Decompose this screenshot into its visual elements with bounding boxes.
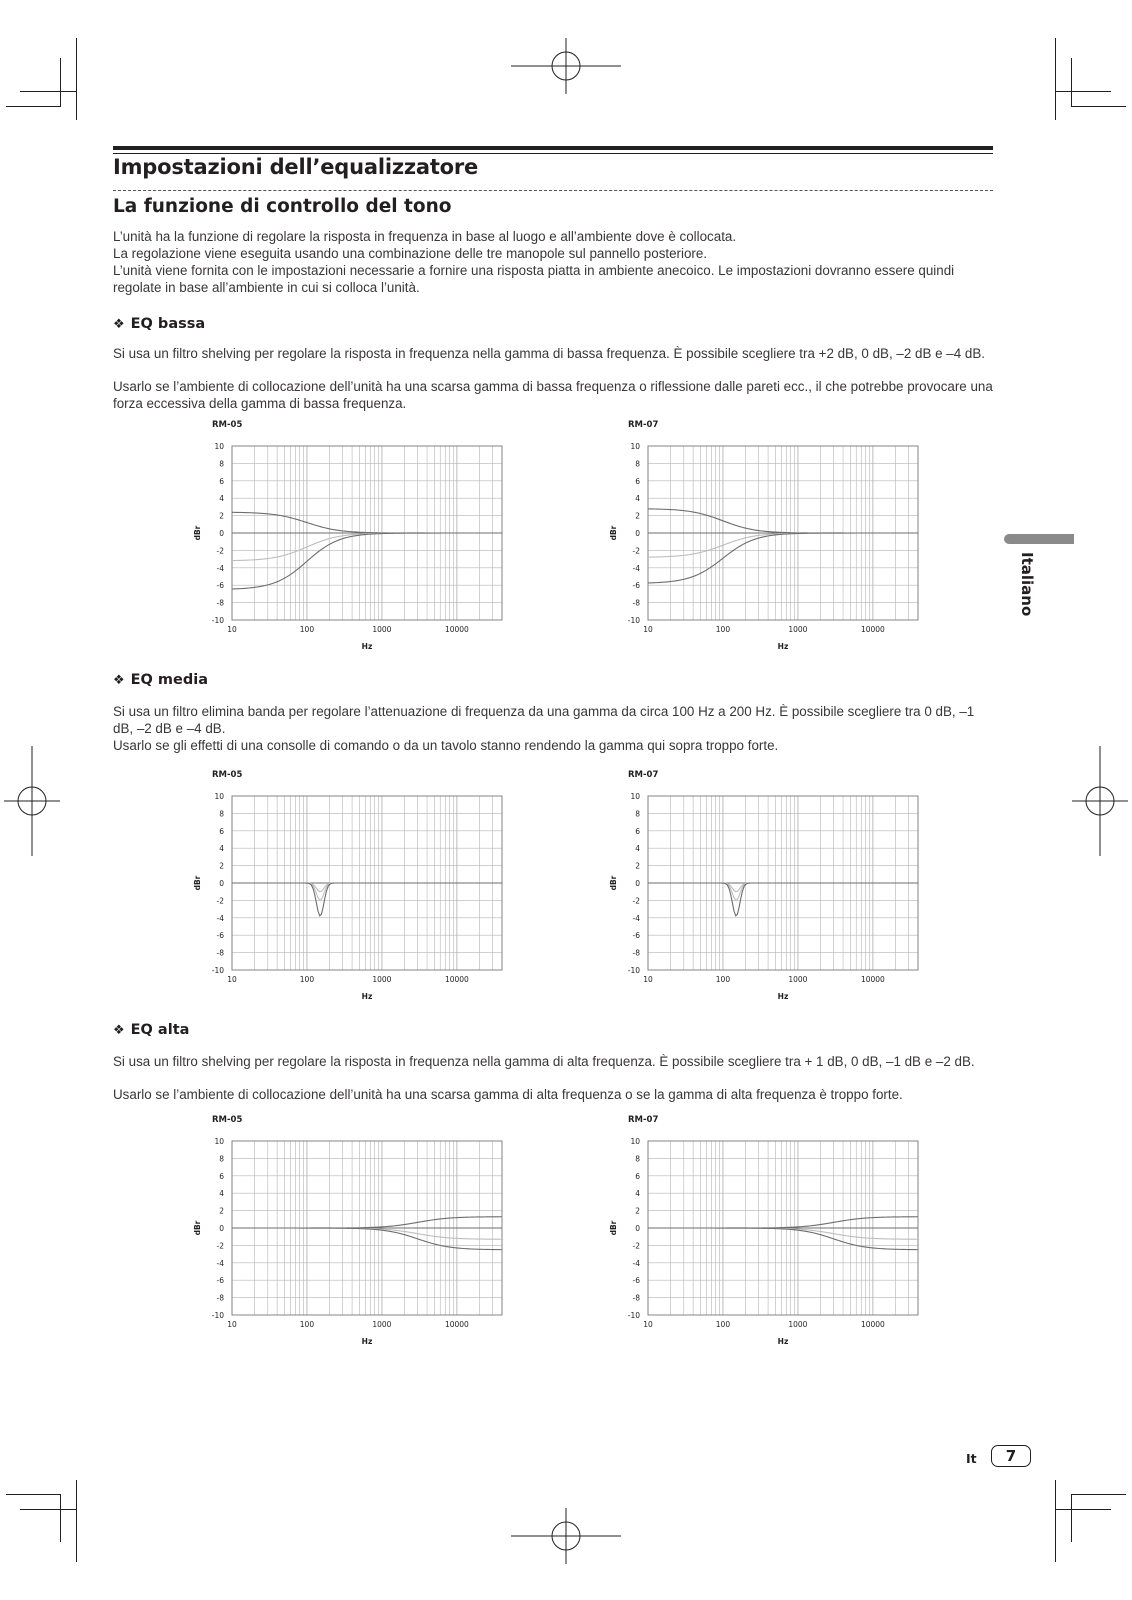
- eq-response-curve: [232, 1228, 502, 1239]
- heading-eq-media-label: EQ media: [130, 672, 209, 688]
- diamond-bullet-icon: ❖: [113, 317, 125, 332]
- eq-media-paragraph-2: Usarlo se gli effetti di una consolle di comando o da un tavolo stanno rendendo la gamma qui sopra troppo forte.: [113, 738, 779, 753]
- x-axis-label: Hz: [361, 642, 373, 651]
- x-tick-label: 10000: [444, 975, 469, 984]
- y-tick-label: 2: [635, 861, 640, 871]
- y-tick-label: 8: [219, 459, 224, 469]
- eq-response-curve: [648, 883, 918, 892]
- heading-eq-media: [113, 672, 208, 688]
- crop-mark: [20, 1509, 76, 1510]
- y-tick-label: 8: [635, 809, 640, 819]
- y-tick-label: -8: [632, 598, 640, 608]
- y-tick-label: 4: [219, 844, 224, 854]
- chart-title: RM-07: [628, 420, 659, 430]
- y-tick-label: 0: [219, 879, 224, 888]
- y-tick-label: -6: [632, 931, 640, 941]
- crop-mark: [20, 91, 76, 92]
- x-tick-label: 10: [643, 975, 653, 984]
- chart-eq-media-rm-07: [604, 768, 924, 1008]
- y-axis-label: dBr: [193, 525, 202, 541]
- y-tick-label: -2: [216, 896, 224, 906]
- x-axis-label: Hz: [777, 992, 789, 1001]
- x-tick-label: 10000: [860, 975, 885, 984]
- x-tick-label: 1000: [788, 975, 808, 984]
- y-tick-label: 6: [219, 1171, 224, 1181]
- eq-chart-svg: [604, 418, 924, 658]
- eq-response-curve: [648, 883, 918, 900]
- chart-title: RM-05: [212, 420, 243, 430]
- eq-chart-svg: [188, 418, 508, 658]
- y-tick-label: -6: [632, 1276, 640, 1286]
- x-axis-label: Hz: [361, 992, 373, 1001]
- eq-bassa-paragraph-1: Si usa un filtro shelving per regolare la risposta in frequenza nella gamma di bassa frequenza. È possibile scegliere tra +2 dB, 0 dB, –2 dB e –4 dB.: [113, 346, 986, 361]
- y-tick-label: 10: [214, 792, 224, 801]
- y-tick-label: -6: [632, 581, 640, 591]
- y-tick-label: 0: [219, 1224, 224, 1233]
- x-tick-label: 1000: [372, 975, 392, 984]
- eq-response-curve: [232, 533, 502, 589]
- x-tick-label: 1000: [372, 625, 392, 634]
- page-number: 7: [991, 1445, 1031, 1467]
- eq-chart-svg: [604, 1113, 924, 1353]
- eq-response-curve: [232, 533, 502, 561]
- y-tick-label: 6: [635, 826, 640, 836]
- y-tick-label: -4: [632, 1258, 640, 1268]
- y-tick-label: 2: [219, 861, 224, 871]
- y-tick-label: 10: [630, 442, 640, 451]
- intro-line-3: L’unità viene fornita con le impostazioni necessarie a fornire una risposta piatta in ambiente anecoico. Le impostazioni dovranno essere quindi regolate in base all’ambiente in cui si colloca l’unità.: [113, 263, 955, 295]
- chart-eq-alta-rm-05: [188, 1113, 508, 1353]
- registration-mark: [1072, 746, 1128, 856]
- registration-mark: [511, 38, 621, 94]
- y-tick-label: 2: [219, 511, 224, 521]
- x-tick-label: 10: [227, 1320, 237, 1329]
- y-tick-label: -4: [632, 563, 640, 573]
- y-tick-label: -8: [216, 1293, 224, 1303]
- y-tick-label: 10: [630, 1137, 640, 1146]
- x-tick-label: 100: [299, 625, 315, 634]
- y-tick-label: 10: [214, 442, 224, 451]
- chart-eq-bassa-rm-07: [604, 418, 924, 658]
- y-tick-label: 10: [630, 792, 640, 801]
- y-axis-label: dBr: [609, 875, 618, 891]
- crop-mark: [1055, 1480, 1056, 1562]
- registration-mark: [4, 746, 60, 856]
- x-tick-label: 10: [227, 625, 237, 634]
- y-tick-label: 6: [219, 476, 224, 486]
- eq-alta-paragraph-2: Usarlo se l’ambiente di collocazione dell’unità ha una scarsa gamma di alta frequenza o se la gamma di alta frequenza è troppo forte.: [113, 1087, 903, 1102]
- y-tick-label: -10: [211, 616, 224, 625]
- crop-mark: [76, 1480, 77, 1562]
- header-rule: [113, 153, 993, 154]
- eq-alta-paragraph-1: Si usa un filtro shelving per regolare la risposta in frequenza nella gamma di alta frequenza. È possibile scegliere tra + 1 dB, 0 dB, –1 dB e –2 dB.: [113, 1054, 975, 1069]
- eq-response-curve: [232, 883, 502, 892]
- x-tick-label: 10: [227, 975, 237, 984]
- crop-mark: [60, 58, 61, 106]
- eq-chart-svg: [604, 768, 924, 1008]
- y-tick-label: -10: [211, 966, 224, 975]
- eq-response-curve: [232, 883, 502, 916]
- chart-title: RM-07: [628, 1115, 659, 1125]
- footer-language-code: It: [966, 1451, 977, 1466]
- chart-eq-media-rm-05: [188, 768, 508, 1008]
- x-tick-label: 100: [715, 975, 731, 984]
- y-tick-label: 2: [219, 1206, 224, 1216]
- y-tick-label: -2: [632, 546, 640, 556]
- crop-mark: [1071, 58, 1072, 106]
- crop-mark: [1055, 38, 1056, 120]
- y-tick-label: -2: [632, 1241, 640, 1251]
- y-tick-label: -8: [632, 1293, 640, 1303]
- x-tick-label: 100: [715, 625, 731, 634]
- crop-mark: [1071, 1494, 1126, 1495]
- y-tick-label: -8: [632, 948, 640, 958]
- y-tick-label: -4: [632, 913, 640, 923]
- y-tick-label: 8: [219, 809, 224, 819]
- y-tick-label: 8: [635, 1154, 640, 1164]
- y-tick-label: -2: [216, 546, 224, 556]
- x-axis-label: Hz: [777, 1337, 789, 1346]
- heading-eq-alta-label: EQ alta: [130, 1022, 190, 1038]
- y-tick-label: -6: [216, 931, 224, 941]
- section-title: La funzione di controllo del tono: [113, 196, 452, 217]
- chart-eq-bassa-rm-05: [188, 418, 508, 658]
- x-tick-label: 1000: [788, 625, 808, 634]
- eq-response-curve: [648, 533, 918, 583]
- x-tick-label: 10000: [444, 625, 469, 634]
- y-tick-label: -10: [627, 616, 640, 625]
- y-tick-label: -4: [216, 913, 224, 923]
- eq-media-paragraph-1: Si usa un filtro elimina banda per regolare l’attenuazione di frequenza da una gamma da circa 100 Hz a 200 Hz. È possibile scegliere tra 0 dB, –1 dB, –2 dB e –4 dB.: [113, 704, 975, 736]
- eq-chart-svg: [188, 768, 508, 1008]
- y-tick-label: 2: [635, 511, 640, 521]
- x-axis-label: Hz: [361, 1337, 373, 1346]
- y-tick-label: 0: [635, 879, 640, 888]
- y-tick-label: -10: [627, 1311, 640, 1320]
- x-tick-label: 100: [299, 975, 315, 984]
- dashed-divider: [113, 190, 993, 191]
- x-tick-label: 10: [643, 625, 653, 634]
- crop-mark: [6, 1494, 61, 1495]
- eq-response-curve: [648, 509, 918, 533]
- y-tick-label: 4: [219, 494, 224, 504]
- x-tick-label: 100: [299, 1320, 315, 1329]
- y-axis-label: dBr: [193, 875, 202, 891]
- chart-title: RM-05: [212, 1115, 243, 1125]
- x-axis-label: Hz: [777, 642, 789, 651]
- x-tick-label: 10000: [860, 625, 885, 634]
- crop-mark: [76, 38, 77, 120]
- language-tab-marker: [1004, 534, 1074, 544]
- y-tick-label: 4: [635, 844, 640, 854]
- heading-eq-bassa: [113, 316, 205, 332]
- eq-response-curve: [648, 533, 918, 557]
- y-tick-label: 0: [219, 529, 224, 538]
- crop-mark: [1071, 106, 1126, 107]
- y-tick-label: 6: [219, 826, 224, 836]
- crop-mark: [1055, 1509, 1111, 1510]
- intro-line-2: La regolazione viene eseguita usando una combinazione delle tre manopole sul pannello posteriore.: [113, 246, 708, 261]
- header-rule: [113, 146, 993, 150]
- crop-mark: [1055, 91, 1111, 92]
- chart-title: RM-07: [628, 770, 659, 780]
- diamond-bullet-icon: ❖: [113, 1023, 125, 1038]
- x-tick-label: 100: [715, 1320, 731, 1329]
- y-tick-label: 4: [635, 1189, 640, 1199]
- y-tick-label: 6: [635, 476, 640, 486]
- x-tick-label: 10000: [860, 1320, 885, 1329]
- y-tick-label: -10: [211, 1311, 224, 1320]
- y-tick-label: -4: [216, 563, 224, 573]
- y-axis-label: dBr: [193, 1220, 202, 1236]
- y-tick-label: -10: [627, 966, 640, 975]
- heading-eq-bassa-label: EQ bassa: [130, 316, 206, 332]
- y-tick-label: 0: [635, 1224, 640, 1233]
- chart-eq-alta-rm-07: [604, 1113, 924, 1353]
- eq-response-curve: [648, 1228, 918, 1239]
- y-tick-label: 6: [635, 1171, 640, 1181]
- registration-mark: [511, 1508, 621, 1564]
- y-tick-label: 8: [219, 1154, 224, 1164]
- y-tick-label: 8: [635, 459, 640, 469]
- page-title: Impostazioni dell’equalizzatore: [113, 155, 479, 179]
- y-tick-label: 4: [219, 1189, 224, 1199]
- diamond-bullet-icon: ❖: [113, 673, 125, 688]
- y-tick-label: -2: [632, 896, 640, 906]
- x-tick-label: 10: [643, 1320, 653, 1329]
- eq-response-curve: [648, 1217, 918, 1228]
- crop-mark: [1071, 1494, 1072, 1542]
- y-axis-label: dBr: [609, 525, 618, 541]
- y-tick-label: -6: [216, 581, 224, 591]
- y-tick-label: -2: [216, 1241, 224, 1251]
- language-tab-label: Italiano: [1018, 552, 1036, 617]
- y-tick-label: -4: [216, 1258, 224, 1268]
- eq-response-curve: [232, 883, 502, 900]
- eq-bassa-paragraph-2: Usarlo se l’ambiente di collocazione dell’unità ha una scarsa gamma di bassa frequenza o riflessione dalle pareti ecc., il che potrebbe provocare una forza eccessiva della gamma di bassa frequenza.: [113, 379, 993, 411]
- x-tick-label: 1000: [788, 1320, 808, 1329]
- y-axis-label: dBr: [609, 1220, 618, 1236]
- x-tick-label: 1000: [372, 1320, 392, 1329]
- eq-response-curve: [648, 883, 918, 916]
- heading-eq-alta: [113, 1022, 189, 1038]
- y-tick-label: -8: [216, 948, 224, 958]
- y-tick-label: 4: [635, 494, 640, 504]
- y-tick-label: 2: [635, 1206, 640, 1216]
- x-tick-label: 10000: [444, 1320, 469, 1329]
- chart-title: RM-05: [212, 770, 243, 780]
- y-tick-label: -6: [216, 1276, 224, 1286]
- y-tick-label: 0: [635, 529, 640, 538]
- crop-mark: [6, 106, 61, 107]
- intro-line-1: L’unità ha la funzione di regolare la risposta in frequenza in base al luogo e all’ambiente dove è collocata.: [113, 229, 737, 244]
- crop-mark: [60, 1494, 61, 1542]
- eq-chart-svg: [188, 1113, 508, 1353]
- y-tick-label: 10: [214, 1137, 224, 1146]
- y-tick-label: -8: [216, 598, 224, 608]
- eq-response-curve: [232, 1217, 502, 1228]
